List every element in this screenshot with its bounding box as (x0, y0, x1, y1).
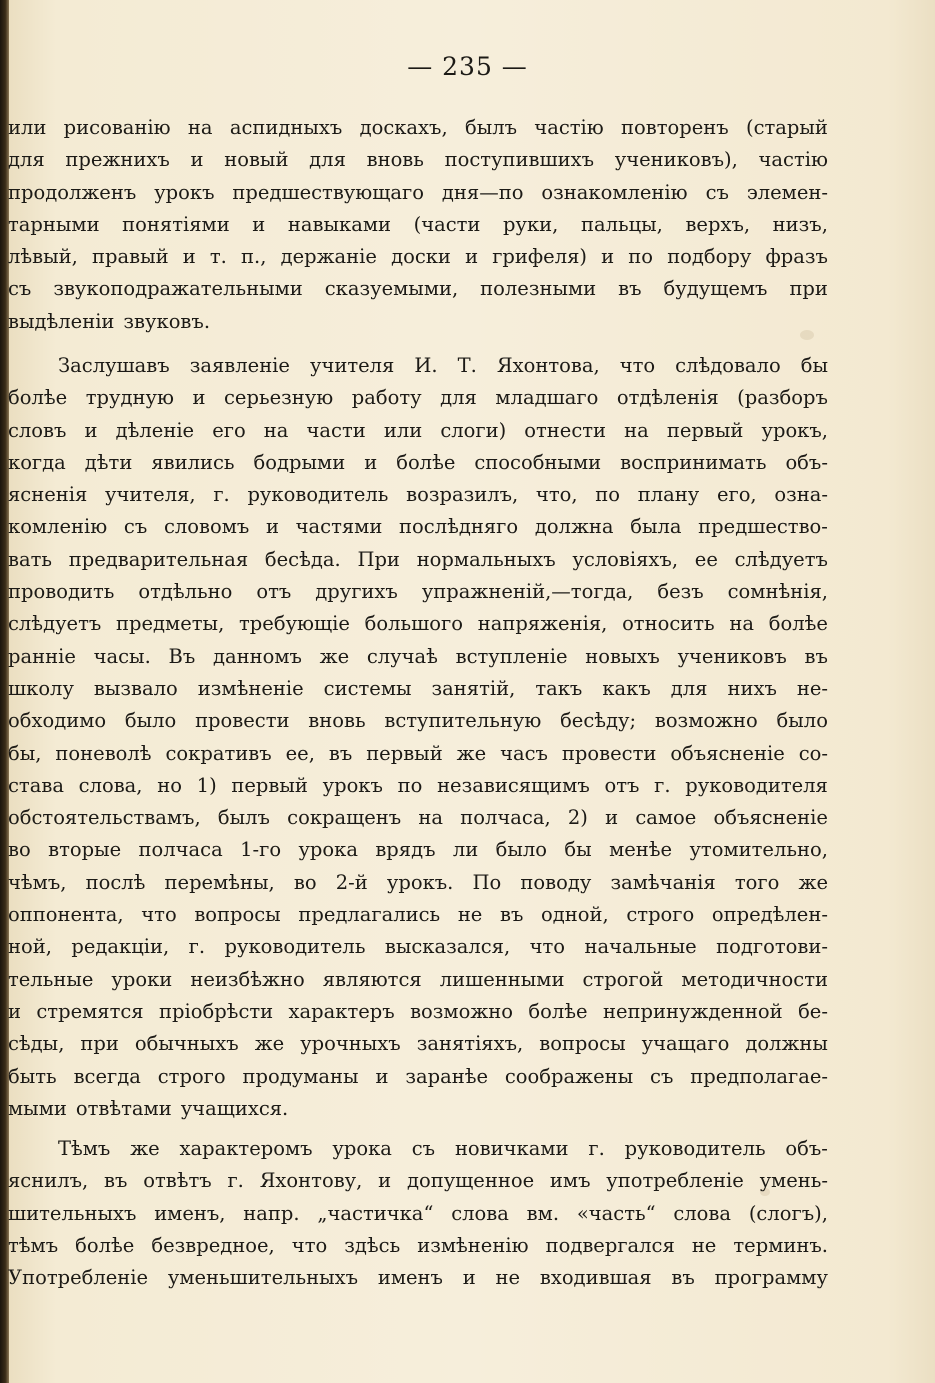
text-line: Тѣмъ же характеромъ урока съ новичками г. руководитель объ- (58, 1137, 828, 1160)
text-line: съ звукоподражательными сказуемыми, полезными въ будущемъ при (8, 277, 828, 301)
text-line: чѣмъ, послѣ перемѣны, во 2-й урокъ. По поводу замѣчанія того же (8, 870, 828, 894)
text-line: тельные уроки неизбѣжно являются лишенными строгой методичности (8, 967, 828, 991)
text-line: ранніе часы. Въ данномъ же случаѣ вступленіе новыхъ учениковъ въ (8, 644, 828, 668)
paragraph-3 (8, 1133, 828, 1294)
text-line: во вторые полчаса 1-го урока врядъ ли было бы менѣе утомительно, (8, 838, 828, 862)
text-line: Употребленіе уменьшительныхъ именъ и не входившая въ программу (8, 1266, 828, 1290)
text-line: яснилъ, въ отвѣтъ г. Яхонтову, и допущенное имъ употребленіе умень- (8, 1169, 828, 1193)
paragraph-2 (8, 350, 828, 1125)
text-line: выдѣленіи звуковъ. (8, 309, 211, 333)
text-line: для прежнихъ и новый для вновь поступившихъ учениковъ), частію (8, 148, 828, 172)
text-line: Заслушавъ заявленіе учителя И. Т. Яхонтова, что слѣдовало бы (58, 354, 828, 377)
text-line: комленію съ словомъ и частями послѣдняго должна была предшество- (8, 515, 828, 539)
text-line: оппонента, что вопросы предлагались не въ одной, строго опредѣлен- (8, 903, 828, 927)
paragraph-1 (8, 112, 828, 338)
text-line: лѣвый, правый и т. п., держаніе доски и грифеля) и по подбору фразъ (8, 245, 828, 269)
text-line: тарными понятіями и навыками (части руки, пальцы, верхъ, низъ, (8, 212, 828, 236)
text-line: обходимо было провести вновь вступительную бесѣду; возможно было (8, 709, 828, 733)
text-line: ясненія учителя, г. руководитель возразилъ, что, по плану его, озна- (8, 483, 828, 507)
text-line: когда дѣти явились бодрыми и болѣе способными воспринимать объ- (8, 450, 828, 474)
text-line: ной, редакціи, г. руководитель высказался, что начальные подготови- (8, 935, 828, 959)
page-number: — 235 — (407, 52, 528, 81)
text-line: словъ и дѣленіе его на части или слоги) отнести на первый урокъ, (8, 418, 828, 442)
text-line: става слова, но 1) первый урокъ по независящимъ отъ г. руководителя (8, 773, 828, 797)
text-line: шительныхъ именъ, напр. „частичка“ слова вм. «часть“ слова (слогъ), (8, 1201, 828, 1225)
text-line: школу вызвало измѣненіе системы занятій, такъ какъ для нихъ не- (8, 676, 828, 700)
text-line: и стремятся пріобрѣсти характеръ возможно болѣе непринужденной бе- (8, 999, 828, 1023)
text-line: вать предварительная бесѣда. При нормальныхъ условіяхъ, ее слѣдуетъ (8, 547, 828, 571)
text-line: проводить отдѣльно отъ другихъ упражненій,—тогда, безъ сомнѣнія, (8, 580, 828, 604)
text-line: болѣе трудную и серьезную работу для младшаго отдѣленія (разборъ (8, 386, 828, 410)
text-line: или рисованію на аспидныхъ доскахъ, былъ частію повторенъ (старый (8, 116, 828, 139)
text-line: бы, поневолѣ сокративъ ее, въ первый же часъ провести объясненіе со- (8, 741, 828, 765)
text-line: продолженъ урокъ предшествующаго дня—по ознакомленію съ элемен- (8, 180, 828, 204)
text-line: слѣдуетъ предметы, требующіе большого напряженія, относить на болѣе (8, 612, 828, 636)
text-line: обстоятельствамъ, былъ сокращенъ на полчаса, 2) и самое объясненіе (8, 806, 828, 830)
text-line: сѣды, при обычныхъ же урочныхъ занятіяхъ, вопросы учащаго должны (8, 1032, 828, 1056)
text-line: мыми отвѣтами учащихся. (8, 1096, 289, 1120)
text-line: быть всегда строго продуманы и заранѣе соображены съ предполагае- (8, 1064, 828, 1088)
text-line: тѣмъ болѣе безвредное, что здѣсь измѣненію подвергался не терминъ. (8, 1233, 828, 1257)
